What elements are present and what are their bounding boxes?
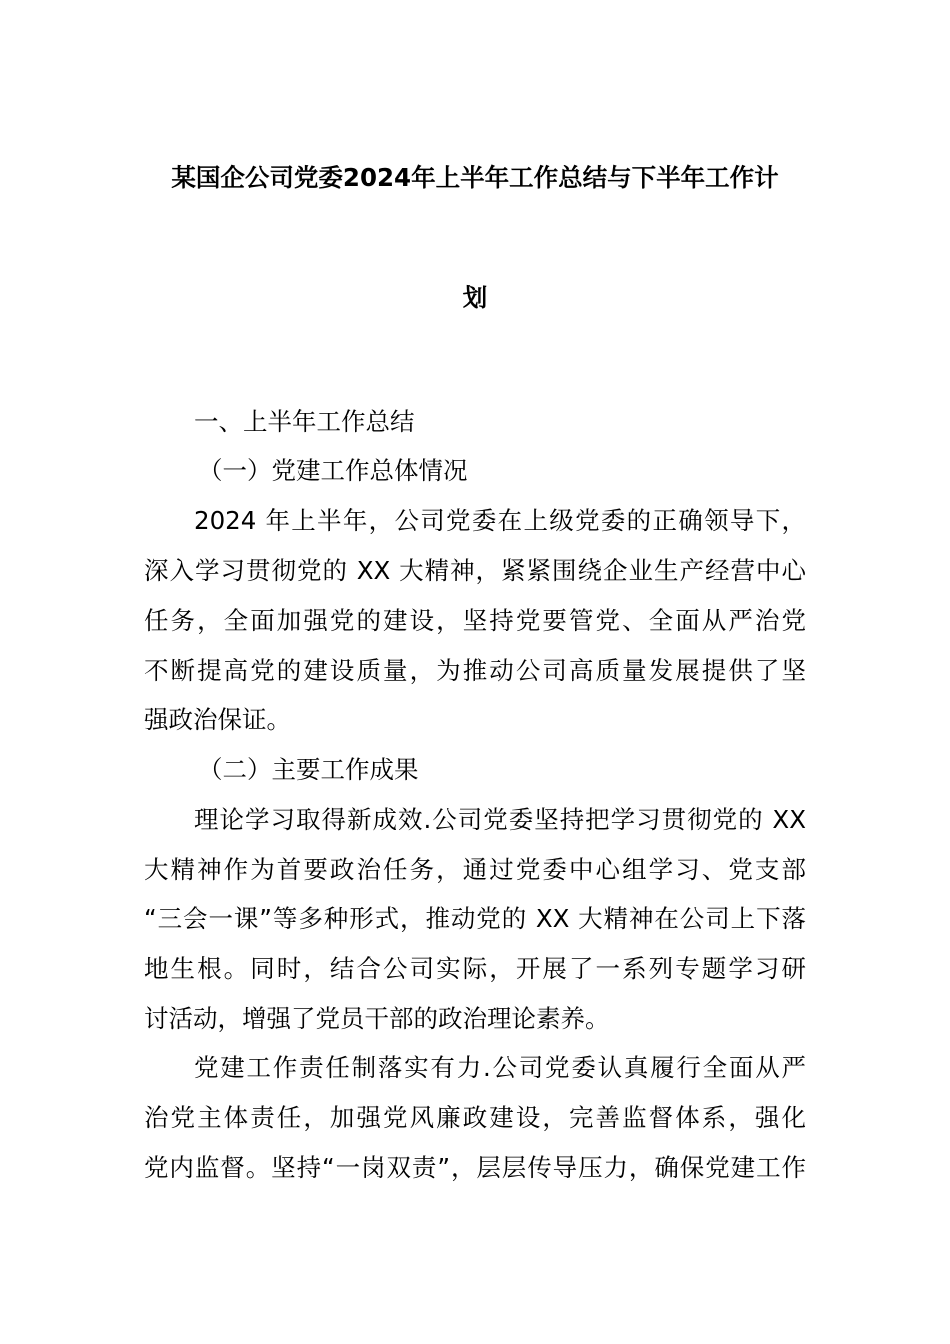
document-title-line-2: 划 xyxy=(462,283,488,312)
paragraph-line: 党内监督。坚持“一岗双责”，层层传导压力，确保党建工作 xyxy=(144,1153,806,1182)
paragraph-line: 任务，全面加强党的建设，坚持党要管党、全面从严治党 xyxy=(144,606,806,635)
paragraph-line: 党建工作责任制落实有力.公司党委认真履行全面从严 xyxy=(194,1053,806,1082)
paragraph-line: 地生根。同时，结合公司实际，开展了一系列专题学习研 xyxy=(144,954,806,983)
paragraph-line: 治党主体责任，加强党风廉政建设，完善监督体系，强化 xyxy=(144,1103,806,1132)
paragraph-line: 理论学习取得新成效.公司党委坚持把学习贯彻党的 XX xyxy=(194,805,806,834)
paragraph-line: 不断提高党的建设质量，为推动公司高质量发展提供了坚 xyxy=(144,656,806,685)
paragraph-line: 2024 年上半年，公司党委在上级党委的正确领导下， xyxy=(194,506,806,535)
paragraph-line: 深入学习贯彻党的 XX 大精神，紧紧围绕企业生产经营中心 xyxy=(144,556,806,585)
paragraph-line: “三会一课”等多种形式，推动党的 XX 大精神在公司上下落 xyxy=(144,904,806,933)
paragraph-line: 强政治保证。 xyxy=(144,705,291,734)
paragraph-line: 讨活动，增强了党员干部的政治理论素养。 xyxy=(144,1004,610,1033)
section-heading: 一、上半年工作总结 xyxy=(194,407,415,436)
paragraph-line: 大精神作为首要政治任务，通过党委中心组学习、党支部 xyxy=(144,855,806,884)
subsection-heading: （二）主要工作成果 xyxy=(198,755,419,784)
document-title-line-1: 某国企公司党委2024年上半年工作总结与下半年工作计 xyxy=(171,163,779,192)
subsection-heading: （一）党建工作总体情况 xyxy=(198,456,468,485)
